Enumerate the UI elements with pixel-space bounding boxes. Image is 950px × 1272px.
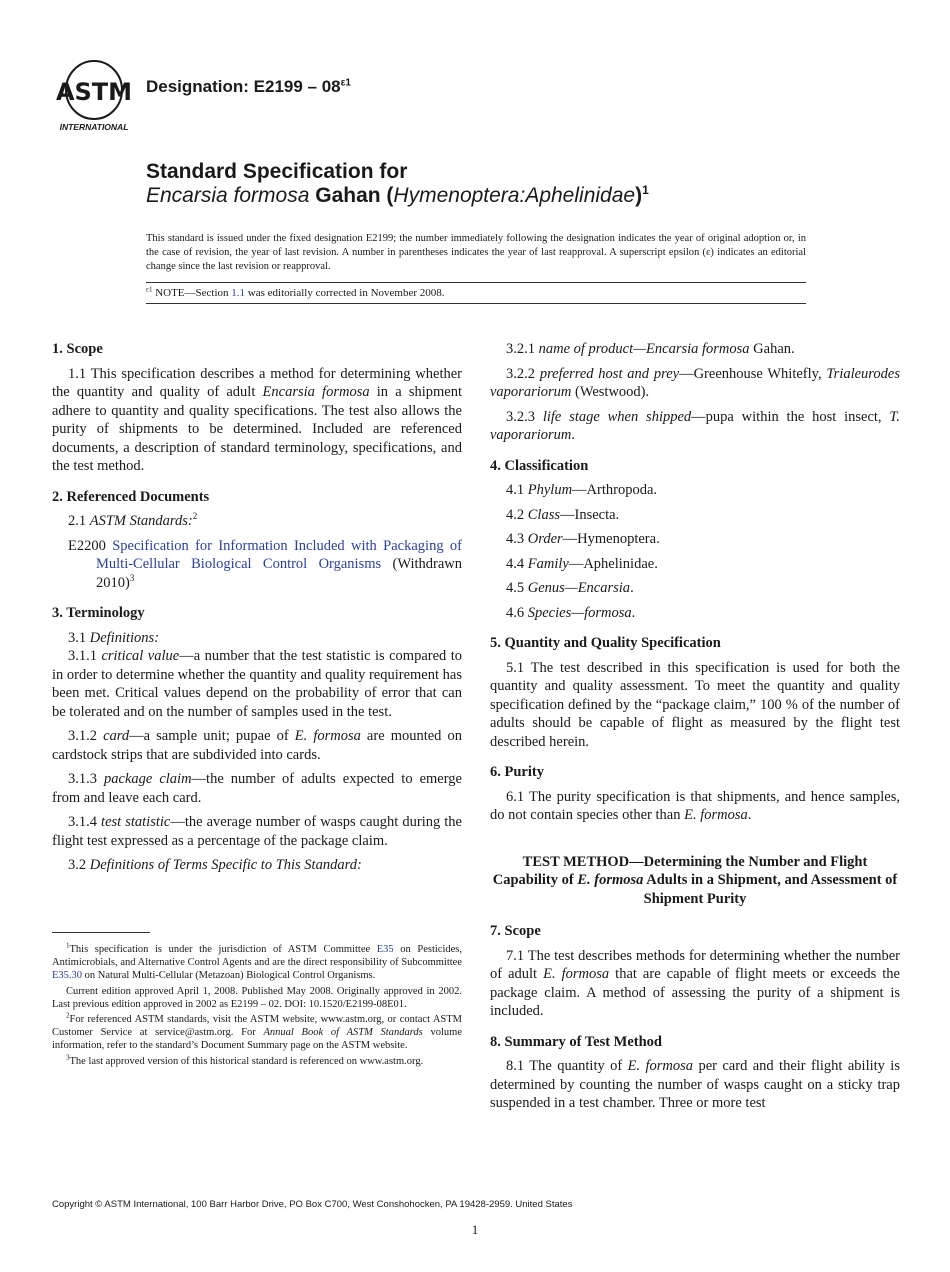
classification-family: 4.4 Family—Aphelinidae. <box>506 555 658 572</box>
e2200-link[interactable]: Specification for Information Included with Packaging of Multi-Cellular Biological Control Organisms <box>96 537 462 572</box>
paragraph-3-1-4: 3.1.4 test statistic—the average number of wasps caught during the flight test expressed as a percentage of the package claim. <box>52 814 462 849</box>
paragraph-3-1-3: 3.1.3 package claim—the number of adults expected to emerge from and leave each card. <box>52 771 462 806</box>
classification-phylum: 4.1 Phylum—Arthropoda. <box>506 482 658 498</box>
astm-logo-icon <box>52 60 134 132</box>
test-method-heading: TEST METHOD—Determining the Number and Flight Capability of E. formosa Adults in a Shipment, and Assessment of Shipment Purity <box>492 853 898 907</box>
section-heading: 6. Purity <box>490 764 544 780</box>
referenced-standard: E2200 Specification for Information Included with Packaging of Multi-Cellular Biological Control Organisms (Withdrawn 2010)$^3$ <box>68 537 463 591</box>
footnote-1-edition: Current edition approved April 1, 2008. Published May 2008. Originally approved in 2002. Last previous edition approved in 2002 as E2199 – 02. DOI: 10.1520/E2199-08E01. <box>52 985 462 1010</box>
paragraph-3-1-1: 3.1.1 critical value—a number that the test statistic is compared to in order to determine whether the quantity and quality requirement has been met. Critical values depend on the probability of error that can be tolerated and on the number of samples used in the test. <box>52 648 462 720</box>
astm-logo <box>52 60 134 132</box>
right-column <box>490 340 900 1119</box>
logo-subtext: INTERNATIONAL <box>59 122 129 132</box>
note-section-link[interactable]: 1.1 <box>231 287 246 299</box>
logo-text: ASTM <box>55 78 133 106</box>
paragraph-1-1: 1.1 This specification describes a method for determining whether the quantity and quality of adult Encarsia formosa in a shipment adhere to quantity and quality specifications. The test also allows the purity of shipments to be determined. Included are referenced documents, a description of standard terminology, specifications, and the test method. <box>52 365 462 474</box>
designation: Designation: $E2199 - 08^{\varepsilon 1}$ <box>146 77 351 96</box>
copyright: Copyright © ASTM International, 100 Barr Harbor Drive, PO Box C700, West Conshohocken, PA 19428-2959. United States <box>52 1199 573 1210</box>
divider <box>146 303 806 304</box>
section-heading: 1. Scope <box>52 341 103 357</box>
classification-class: 4.2 Class—Insecta. <box>506 506 620 523</box>
paragraph-2-1: 2.1 ASTM Standards:$^2$ <box>68 511 198 529</box>
title-line1: Standard Specification for <box>146 160 408 183</box>
classification-order: 4.3 Order—Hymenoptera. <box>506 531 660 547</box>
section-heading: 8. Summary of Test Method <box>490 1033 662 1050</box>
title-line2: Encarsia formosa Gahan (Hymenoptera:Aphelinidae)$^1$ <box>146 183 649 207</box>
page-number: 1 <box>471 1222 479 1237</box>
paragraph-3-2-2: 3.2.2 preferred host and prey—Greenhouse Whitefly, Trialeurodes vaporariorum (Westwood). <box>490 365 900 400</box>
footnote-divider <box>52 932 150 933</box>
footnote-2: $^2$For referenced ASTM standards, visit the ASTM website, www.astm.org, or contact ASTM Customer Service at service@astm.org. For Annual Book of ASTM Standards volume information, refer to the standard’s Document Summary page on the ASTM website. <box>52 1011 462 1052</box>
paragraph-5-1: 5.1 The test described in this specification is used for both the quantity and quality assessment. To meet the quantity and quality specification defined by the “package claim,” 100 % of the number of adults should be capable of flight as measured by the flight test described herein. <box>490 659 900 750</box>
footnote-3: $^3$The last approved version of this historical standard is referenced on www.astm.org. <box>66 1053 424 1067</box>
paragraph-6-1: 6.1 The purity specification is that shipments, and hence samples, do not contain species other than E. formosa. <box>490 788 900 823</box>
editorial-note: $^{\varepsilon 1}$ NOTE—Section 1.1 was editorially corrected in November 2008. <box>146 285 445 299</box>
paragraph-3-2-1: 3.2.1 name of product—Encarsia formosa Gahan. <box>506 341 795 357</box>
section-heading: 4. Classification <box>490 457 589 474</box>
paragraph-8-1: 8.1 The quantity of E. formosa per card and their flight ability is determined by counting the number of wasps caught on a sticky trap suspended in a test chamber. Three or more test <box>490 1058 900 1111</box>
divider <box>146 282 806 283</box>
footnotes <box>52 943 462 1070</box>
paragraph-3-2-3: 3.2.3 life stage when shipped—pupa within the host insect, T. vaporariorum. <box>490 408 900 443</box>
footnote-1: $^1$This specification is under the jurisdiction of ASTM Committee E35 on Pesticides, Antimicrobials, and Alternative Control Agents and are the direct responsibility of Subcommittee E35.30 on Natural Multi-Cellular (Metazoan) Biological Control Organisms. <box>52 941 462 982</box>
issuance-statement: This standard is issued under the fixed designation E2199; the number immediately following the designation indicates the year of original adoption or, in the case of revision, the year of last revision. A number in parentheses indicates the year of last reapproval. A superscript epsilon (ε) indicates an editorial change since the last revision or reapproval. <box>146 233 806 272</box>
e35-link[interactable]: E35 <box>376 944 394 955</box>
paragraph-7-1: 7.1 The test describes methods for determining whether the number of adult E. formosa that are capable of flight meets or exceeds the package claim. A method of assessing the purity of a shipment is included. <box>490 947 900 1019</box>
section-heading: 2. Referenced Documents <box>52 488 210 505</box>
paragraph-3-2: 3.2 Definitions of Terms Specific to This Standard: <box>68 857 362 873</box>
classification-genus: 4.5 Genus—Encarsia. <box>506 580 634 596</box>
paragraph-3-1: 3.1 Definitions: <box>68 629 160 646</box>
section-heading: 7. Scope <box>490 923 541 939</box>
section-heading: 5. Quantity and Quality Specification <box>490 635 721 651</box>
paragraph-3-1-2: 3.1.2 card—a sample unit; pupae of E. formosa are mounted on cardstock strips that are subdivided into cards. <box>52 728 463 763</box>
section-heading: 3. Terminology <box>52 605 145 621</box>
left-column <box>52 340 462 881</box>
classification-species: 4.6 Species—formosa. <box>506 604 636 621</box>
e35-30-link[interactable]: E35.30 <box>52 970 83 982</box>
